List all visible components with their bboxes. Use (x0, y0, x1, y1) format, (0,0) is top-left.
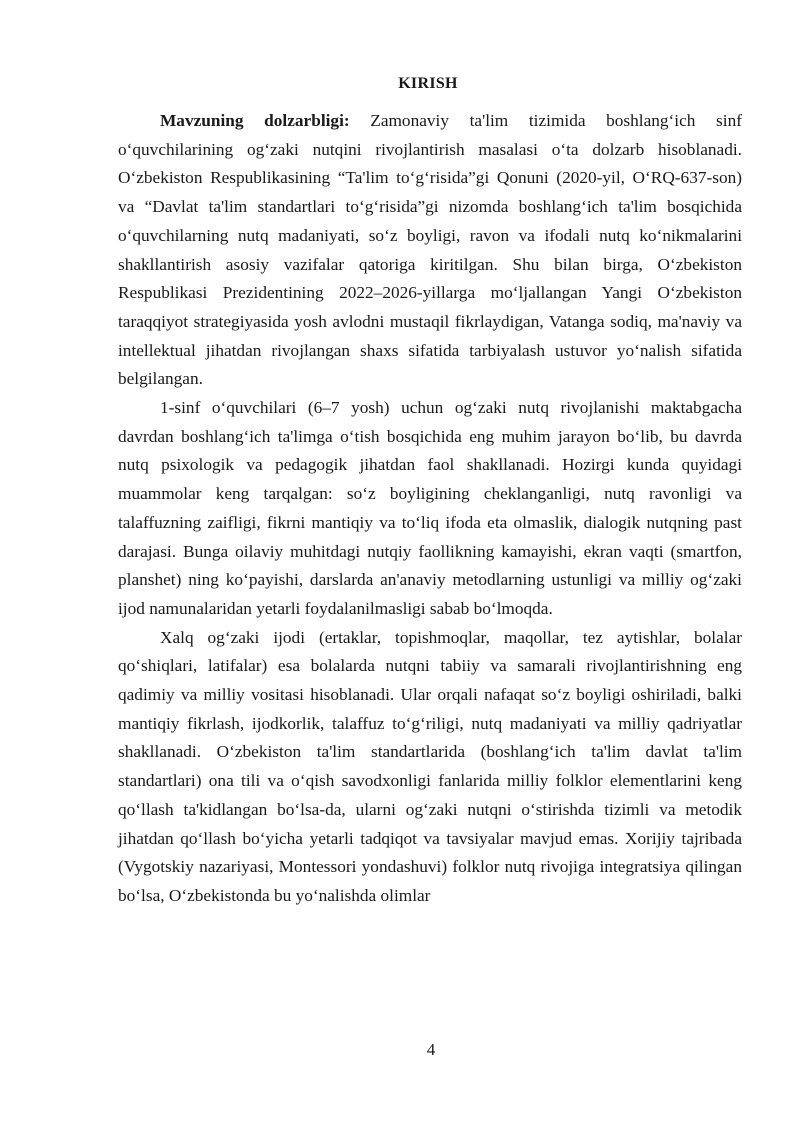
paragraph-first-grade: 1-sinf o‘quvchilari (6–7 yosh) uchun og‘zaki nutq rivojlanishi maktabgacha davrdan boshlang‘ich ta'limga o‘tish bosqichida eng muhim jarayon bo‘lib, bu davrda nutq psixologik va pedagogik jihatdan faol shakllanadi. Hozirgi kunda quyidagi muammolar keng tarqalgan: so‘z boyligining cheklanganligi, nutq ravonligi va talaffuzning zaifligi, fikrni mantiqiy va to‘liq ifoda eta olmaslik, dialogik nutqning past darajasi. Bunga oilaviy muhitdagi nutqiy faollikning kamayishi, ekran vaqti (smartfon, planshet) ning ko‘payishi, darslarda an'anaviy metodlarning ustunligi va milliy og‘zaki ijod namunalaridan yetarli foydalanilmasligi sabab bo‘lmoqda. (118, 398, 742, 618)
relevance-lead: Mavzuning dolzarbligi: (160, 111, 350, 130)
page-number: 4 (426, 1040, 436, 1059)
paragraph-relevance (118, 107, 742, 394)
paragraph-text: Zamonaviy ta'lim tizimida boshlang‘ich sinf o‘quvchilarining og‘zaki nutqini rivojlantirish masalasi o‘ta dolzarb hisoblanadi. O‘zbekiston Respublikasining “Ta'lim to‘g‘risida”gi Qonuni (2020-yil, O‘RQ-637-son) va “Davlat ta'lim standartlari to‘g‘risida”gi nizomda boshlang‘ich ta'lim bosqichida o‘quvchilarning nutq madaniyati, so‘z boyligi, ravon va ifodali nutq ko‘nikmalarini shakllantirish asosiy vazifalar qatoriga kiritilgan. Shu bilan birga, O‘zbekiston Respublikasi Prezidentining 2022–2026-yillarga mo‘ljallangan Yangi O‘zbekiston taraqqiyot strategiyasida yosh avlodni mustaqil fikrlaydigan, Vatanga sodiq, ma'naviy va intellektual jihatdan rivojlangan shaxs sifatida tarbiyalash ustuvor yo‘nalish sifatida belgilangan. (118, 111, 742, 389)
page-title: KIRISH (398, 75, 458, 92)
body-text (118, 107, 742, 911)
paragraph-folklore: Xalq og‘zaki ijodi (ertaklar, topishmoqlar, maqollar, tez aytishlar, bolalar qo‘shiqlari, latifalar) esa bolalarda nutqni tabiiy va samarali rivojlantirishning eng qadimiy va milliy vositasi hisoblanadi. Ular orqali nafaqat so‘z boyligi oshiriladi, balki mantiqiy fikrlash, ijodkorlik, talaffuz to‘g‘riligi, nutq madaniyati va milliy qadriyatlar shakllanadi. O‘zbekiston ta'lim standartlarida (boshlang‘ich ta'lim davlat ta'lim standartlari) ona tili va o‘qish savodxonligi fanlarida milliy folklor elementlarini keng qo‘llash ta'kidlangan bo‘lsa-da, ularni og‘zaki nutqni o‘stirishda tizimli va metodik jihatdan qo‘llash bo‘yicha yetarli tadqiqot va tavsiyalar mavjud emas. Xorijiy tajribada (Vygotskiy nazariyasi, Montessori yondashuvi) folklor nutq rivojiga integratsiya qilingan bo‘lsa, O‘zbekistonda bu yo‘nalishda olimlar (118, 627, 742, 905)
